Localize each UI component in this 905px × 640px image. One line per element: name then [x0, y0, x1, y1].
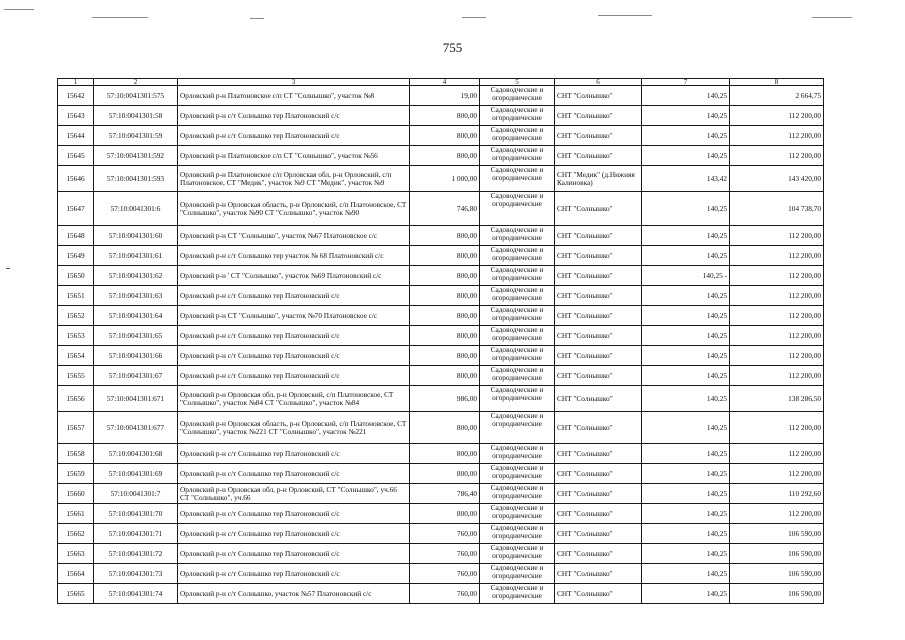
table-row	[58, 266, 824, 286]
address-cell: Орловский р-н Платоновское с/п СТ "Солнышко", участок №8	[178, 86, 410, 106]
cadastral-number-cell: 57:10:0041301:671	[94, 386, 178, 412]
parcel-number-cell: 15656	[58, 386, 94, 412]
address-cell: Орловский р-н с/т Солнышко тер Платоновский с/с	[178, 286, 410, 306]
land-use-cell: Садоводческие и огороднические	[480, 246, 555, 266]
rate-cell: 140,25	[642, 366, 730, 386]
owner-cell: СНТ "Солнышко"	[555, 464, 642, 484]
table-row	[58, 464, 824, 484]
cadastral-number-cell: 57:10:0041301:64	[94, 306, 178, 326]
cadastral-number-cell: 57:10:0041301:67	[94, 366, 178, 386]
parcel-number-cell: 15662	[58, 524, 94, 544]
address-cell: Орловский р-н с/т Солнышко тер участок № 68 Платоновский с/с	[178, 246, 410, 266]
parcel-number-cell: 15647	[58, 192, 94, 226]
parcel-number-cell: 15653	[58, 326, 94, 346]
area-cell: 800,00	[410, 126, 480, 146]
rate-cell: 140,25	[642, 192, 730, 226]
parcel-number-cell: 15659	[58, 464, 94, 484]
area-cell: 746,80	[410, 192, 480, 226]
land-use-cell: Садоводческие и огороднические	[480, 584, 555, 604]
address-cell: Орловский р-н с/т Солнышко тер Платоновский с/с	[178, 326, 410, 346]
cadastral-value-cell: 112 200,00	[730, 346, 824, 366]
area-cell: 760,00	[410, 524, 480, 544]
table-row	[58, 86, 824, 106]
owner-cell: СНТ "Солнышко"	[555, 564, 642, 584]
cadastral-number-cell: 57:10:0041301:63	[94, 286, 178, 306]
area-cell: 986,00	[410, 386, 480, 412]
cadastral-number-cell: 57:10:0041301:593	[94, 166, 178, 192]
table-row	[58, 544, 824, 564]
table-row	[58, 192, 824, 226]
parcel-number-cell: 15643	[58, 106, 94, 126]
rate-cell: 140,25	[642, 412, 730, 444]
cadastral-value-cell: 112 200,00	[730, 126, 824, 146]
column-number: 4	[410, 79, 480, 86]
scan-artifact-mark	[6, 268, 10, 269]
cadastral-value-cell: 112 200,00	[730, 246, 824, 266]
table-row	[58, 166, 824, 192]
rate-cell: 140,25	[642, 524, 730, 544]
parcel-number-cell: 15665	[58, 584, 94, 604]
parcel-number-cell: 15650	[58, 266, 94, 286]
land-use-cell: Садоводческие и огороднические	[480, 146, 555, 166]
land-use-cell: Садоводческие и огороднические	[480, 346, 555, 366]
land-use-cell: Садоводческие и огороднические	[480, 544, 555, 564]
address-cell: Орловский р-н ' СТ "Солнышко", участок №69 Платоновский с/с	[178, 266, 410, 286]
owner-cell: СНТ "Солнышко"	[555, 126, 642, 146]
rate-cell: 143,42	[642, 166, 730, 192]
land-use-cell: Садоводческие и огороднические	[480, 484, 555, 504]
column-number: 2	[94, 79, 178, 86]
scan-artifact-mark	[250, 18, 264, 19]
address-cell: Орловский р-н Орловская обл, р-н Орловский, с/п Платоновское, СТ "Солнышко", участок №84 СТ "Солнышко", участок №84	[178, 386, 410, 412]
land-use-cell: Садоводческие и огороднические	[480, 444, 555, 464]
land-use-cell: Садоводческие и огороднические	[480, 226, 555, 246]
land-use-cell: Садоводческие и огороднические	[480, 326, 555, 346]
owner-cell: СНТ "Солнышко"	[555, 246, 642, 266]
parcel-number-cell: 15644	[58, 126, 94, 146]
cadastral-value-cell: 138 286,50	[730, 386, 824, 412]
parcel-number-cell: 15661	[58, 504, 94, 524]
rate-cell: 140,25	[642, 346, 730, 366]
area-cell: 786,40	[410, 484, 480, 504]
cadastral-number-cell: 57:10:0041301:61	[94, 246, 178, 266]
cadastral-number-cell: 57:10:0041301:7	[94, 484, 178, 504]
scan-artifact-mark	[812, 17, 852, 18]
rate-cell: 140,25	[642, 86, 730, 106]
parcel-number-cell: 15649	[58, 246, 94, 266]
address-cell: Орловский р-н с/т Солнышко тер Платоновский с/с	[178, 366, 410, 386]
address-cell: Орловский р-н Орловская область, р-н Орловский, с/п Платоновское, СТ "Солнышко", участок №90 СТ "Солнышко", участок №90	[178, 192, 410, 226]
rate-cell: 140,25	[642, 226, 730, 246]
rate-cell: 140,25	[642, 126, 730, 146]
cadastral-value-cell: 112 200,00	[730, 412, 824, 444]
cadastral-number-cell: 57:10:0041301:60	[94, 226, 178, 246]
address-cell: Орловский р-н с/т Солнышко тер Платоновский с/с	[178, 504, 410, 524]
area-cell: 800,00	[410, 504, 480, 524]
land-use-cell: Садоводческие и огороднические	[480, 504, 555, 524]
land-use-cell: Садоводческие и огороднические	[480, 306, 555, 326]
parcel-number-cell: 15648	[58, 226, 94, 246]
address-cell: Орловский р-н Платоновское с/п СТ "Солнышко", участок №56	[178, 146, 410, 166]
rate-cell: 140,25	[642, 106, 730, 126]
land-use-cell: Садоводческие и огороднические	[480, 464, 555, 484]
cadastral-number-cell: 57:10:0041301:74	[94, 584, 178, 604]
cadastral-value-cell: 112 200,00	[730, 226, 824, 246]
address-cell: Орловский р-н СТ "Солнышко", участок №67 Платоновское с/с	[178, 226, 410, 246]
owner-cell: СНТ "Солнышко"	[555, 386, 642, 412]
cadastral-number-cell: 57:10:0041301:677	[94, 412, 178, 444]
cadastral-value-cell: 106 590,00	[730, 584, 824, 604]
area-cell: 800,00	[410, 444, 480, 464]
cadastral-number-cell: 57:10:0041301:62	[94, 266, 178, 286]
rate-cell: 140,25	[642, 504, 730, 524]
cadastral-number-cell: 57:10:0041301:70	[94, 504, 178, 524]
cadastral-value-cell: 112 200,00	[730, 464, 824, 484]
land-use-cell: Садоводческие и огороднические	[480, 366, 555, 386]
cadastral-number-cell: 57:10:0041301:69	[94, 464, 178, 484]
column-number: 5	[480, 79, 555, 86]
area-cell: 800,00	[410, 266, 480, 286]
rate-cell: 140,25	[642, 464, 730, 484]
land-use-cell: Садоводческие и огороднические	[480, 386, 555, 412]
page-number: 755	[442, 40, 463, 55]
address-cell: Орловский р-н СТ "Солнышко", участок №70 Платоновское с/с	[178, 306, 410, 326]
cadastral-value-cell: 112 200,00	[730, 326, 824, 346]
area-cell: 760,00	[410, 584, 480, 604]
cadastral-value-cell: 106 590,00	[730, 564, 824, 584]
column-number: 1	[58, 79, 94, 86]
area-cell: 760,00	[410, 564, 480, 584]
owner-cell: СНТ "Солнышко"	[555, 444, 642, 464]
land-use-cell: Садоводческие и огороднические	[480, 524, 555, 544]
address-cell: Орловский р-н с/т Солнышко тер Платоновский с/с	[178, 346, 410, 366]
table-row	[58, 584, 824, 604]
cadastral-value-cell: 112 200,00	[730, 504, 824, 524]
rate-cell: 140,25	[642, 564, 730, 584]
table-row	[58, 412, 824, 444]
area-cell: 800,00	[410, 106, 480, 126]
rate-cell: 140,25	[642, 544, 730, 564]
land-use-cell: Садоводческие и огороднические	[480, 412, 555, 444]
parcel-number-cell: 15654	[58, 346, 94, 366]
area-cell: 1 000,00	[410, 166, 480, 192]
rate-cell: 140,25	[642, 246, 730, 266]
table-body	[58, 79, 824, 604]
address-cell: Орловский р-н с/т Солнышко тер Платоновский с/с	[178, 444, 410, 464]
scan-artifact-mark	[598, 15, 652, 16]
area-cell: 800,00	[410, 346, 480, 366]
owner-cell: СНТ "Солнышко"	[555, 266, 642, 286]
address-cell: Орловский р-н Орловская область, р-н Орловский, с/п Платоновское, СТ "Солнышко", участок №221 СТ "Солнышко", участок №221	[178, 412, 410, 444]
address-cell: Орловский р-н с/т Солнышко, участок №57 Платоновский с/с	[178, 584, 410, 604]
land-use-cell: Садоводческие и огороднические	[480, 126, 555, 146]
parcel-number-cell: 15660	[58, 484, 94, 504]
rate-cell: 140,25	[642, 584, 730, 604]
address-cell: Орловский р-н Орловская обл, р-н Орловский, СТ "Солнышко", уч.66 СТ "Солнышко", уч.66	[178, 484, 410, 504]
rate-cell: 140,25	[642, 146, 730, 166]
area-cell: 800,00	[410, 246, 480, 266]
address-cell: Орловский р-н с/т Солнышко тер Платоновский с/с	[178, 126, 410, 146]
land-use-cell: Садоводческие и огороднические	[480, 86, 555, 106]
cadastral-value-cell: 2 664,75	[730, 86, 824, 106]
parcel-number-cell: 15642	[58, 86, 94, 106]
cadastral-number-cell: 57:10:0041301:592	[94, 146, 178, 166]
table-row	[58, 504, 824, 524]
address-cell: Орловский р-н с/т Солнышко тер Платоновский с/с	[178, 106, 410, 126]
area-cell: 800,00	[410, 226, 480, 246]
owner-cell: СНТ "Солнышко"	[555, 544, 642, 564]
owner-cell: СНТ "Солнышко"	[555, 366, 642, 386]
cadastral-value-cell: 112 200,00	[730, 306, 824, 326]
owner-cell: СНТ "Солнышко"	[555, 484, 642, 504]
rate-cell: 140,25	[642, 444, 730, 464]
scan-artifact-mark	[462, 17, 486, 18]
rate-cell: 140,25 -	[642, 266, 730, 286]
table-row	[58, 484, 824, 504]
table-row	[58, 386, 824, 412]
parcel-number-cell: 15658	[58, 444, 94, 464]
parcel-number-cell: 15663	[58, 544, 94, 564]
cadastral-number-cell: 57:10:0041301:72	[94, 544, 178, 564]
owner-cell: СНТ "Солнышко"	[555, 106, 642, 126]
table-row	[58, 106, 824, 126]
column-number-row	[58, 79, 824, 86]
land-use-cell: Садоводческие и огороднические	[480, 266, 555, 286]
cadastral-value-cell: 110 292,60	[730, 484, 824, 504]
table-row	[58, 444, 824, 464]
owner-cell: СНТ "Солнышко"	[555, 306, 642, 326]
land-use-cell: Садоводческие и огороднические	[480, 192, 555, 226]
scan-artifact-mark	[4, 9, 34, 10]
table-row	[58, 146, 824, 166]
table-row	[58, 126, 824, 146]
land-use-cell: Садоводческие и огороднические	[480, 564, 555, 584]
cadastral-value-cell: 112 200,00	[730, 266, 824, 286]
table-row	[58, 246, 824, 266]
scan-artifact-mark	[92, 17, 148, 18]
column-number: 6	[555, 79, 642, 86]
parcel-number-cell: 15655	[58, 366, 94, 386]
area-cell: 19,00	[410, 86, 480, 106]
cadastral-number-cell: 57:10:0041301:59	[94, 126, 178, 146]
rate-cell: 140,25	[642, 484, 730, 504]
cadastral-number-cell: 57:10:0041301:58	[94, 106, 178, 126]
area-cell: 800,00	[410, 146, 480, 166]
owner-cell: СНТ "Медик" (д.Нижняя Калиновка)	[555, 166, 642, 192]
table-row	[58, 226, 824, 246]
table-row	[58, 366, 824, 386]
cadastral-number-cell: 57:10:0041301:66	[94, 346, 178, 366]
area-cell: 800,00	[410, 326, 480, 346]
cadastral-value-cell: 112 200,00	[730, 286, 824, 306]
address-cell: Орловский р-н с/т Солнышко тер Платоновский с/с	[178, 564, 410, 584]
cadastral-value-cell: 112 200,00	[730, 444, 824, 464]
address-cell: Орловский р-н с/т Солнышко тер Платоновский с/с	[178, 544, 410, 564]
land-use-cell: Садоводческие и огороднические	[480, 106, 555, 126]
column-number: 8	[730, 79, 824, 86]
parcel-number-cell: 15651	[58, 286, 94, 306]
owner-cell: СНТ "Солнышко"	[555, 584, 642, 604]
area-cell: 760,00	[410, 544, 480, 564]
parcel-number-cell: 15657	[58, 412, 94, 444]
rate-cell: 140,25	[642, 386, 730, 412]
owner-cell: СНТ "Солнышко"	[555, 504, 642, 524]
owner-cell: СНТ "Солнышко"	[555, 524, 642, 544]
parcel-number-cell: 15645	[58, 146, 94, 166]
owner-cell: СНТ "Солнышко"	[555, 146, 642, 166]
address-cell: Орловский р-н с/т Солнышко тер Платоновский с/с	[178, 464, 410, 484]
cadastral-number-cell: 57:10:0041301:575	[94, 86, 178, 106]
column-number: 3	[178, 79, 410, 86]
cadastral-number-cell: 57:10:0041301:73	[94, 564, 178, 584]
land-use-cell: Садоводческие и огороднические	[480, 166, 555, 192]
area-cell: 800,00	[410, 286, 480, 306]
area-cell: 800,00	[410, 412, 480, 444]
rate-cell: 140,25	[642, 326, 730, 346]
cadastral-number-cell: 57:10:0041301:65	[94, 326, 178, 346]
table-row	[58, 564, 824, 584]
table-row	[58, 306, 824, 326]
cadastral-number-cell: 57:10:0041301:71	[94, 524, 178, 544]
table-row	[58, 346, 824, 366]
address-cell: Орловский р-н с/т Солнышко тер Платоновский с/с	[178, 524, 410, 544]
cadastral-value-cell: 112 200,00	[730, 106, 824, 126]
cadastral-value-cell: 112 200,00	[730, 366, 824, 386]
owner-cell: СНТ "Солнышко"	[555, 412, 642, 444]
land-register-table	[57, 78, 824, 604]
owner-cell: СНТ "Солнышко"	[555, 226, 642, 246]
cadastral-value-cell: 106 590,00	[730, 544, 824, 564]
owner-cell: СНТ "Солнышко"	[555, 326, 642, 346]
rate-cell: 140,25	[642, 306, 730, 326]
owner-cell: СНТ "Солнышко"	[555, 286, 642, 306]
parcel-number-cell: 15664	[58, 564, 94, 584]
cadastral-value-cell: 104 738,70	[730, 192, 824, 226]
cadastral-number-cell: 57:10:0041301:68	[94, 444, 178, 464]
owner-cell: СНТ "Солнышко"	[555, 86, 642, 106]
table-row	[58, 286, 824, 306]
land-use-cell: Садоводческие и огороднические	[480, 286, 555, 306]
cadastral-value-cell: 112 200,00	[730, 146, 824, 166]
area-cell: 800,00	[410, 306, 480, 326]
area-cell: 800,00	[410, 464, 480, 484]
address-cell: Орловский р-н Платоновское с/п Орловская обл, р-н Орловский, с/п Платоновское, СТ "Медик", участок №9 СТ "Медик", участок №9	[178, 166, 410, 192]
area-cell: 800,00	[410, 366, 480, 386]
cadastral-value-cell: 143 420,00	[730, 166, 824, 192]
cadastral-number-cell: 57:10:0041301:6	[94, 192, 178, 226]
column-number: 7	[642, 79, 730, 86]
owner-cell: СНТ "Солнышко"	[555, 192, 642, 226]
table-row	[58, 524, 824, 544]
table-row	[58, 326, 824, 346]
parcel-number-cell: 15646	[58, 166, 94, 192]
parcel-number-cell: 15652	[58, 306, 94, 326]
cadastral-value-cell: 106 590,00	[730, 524, 824, 544]
rate-cell: 140,25	[642, 286, 730, 306]
owner-cell: СНТ "Солнышко"	[555, 346, 642, 366]
